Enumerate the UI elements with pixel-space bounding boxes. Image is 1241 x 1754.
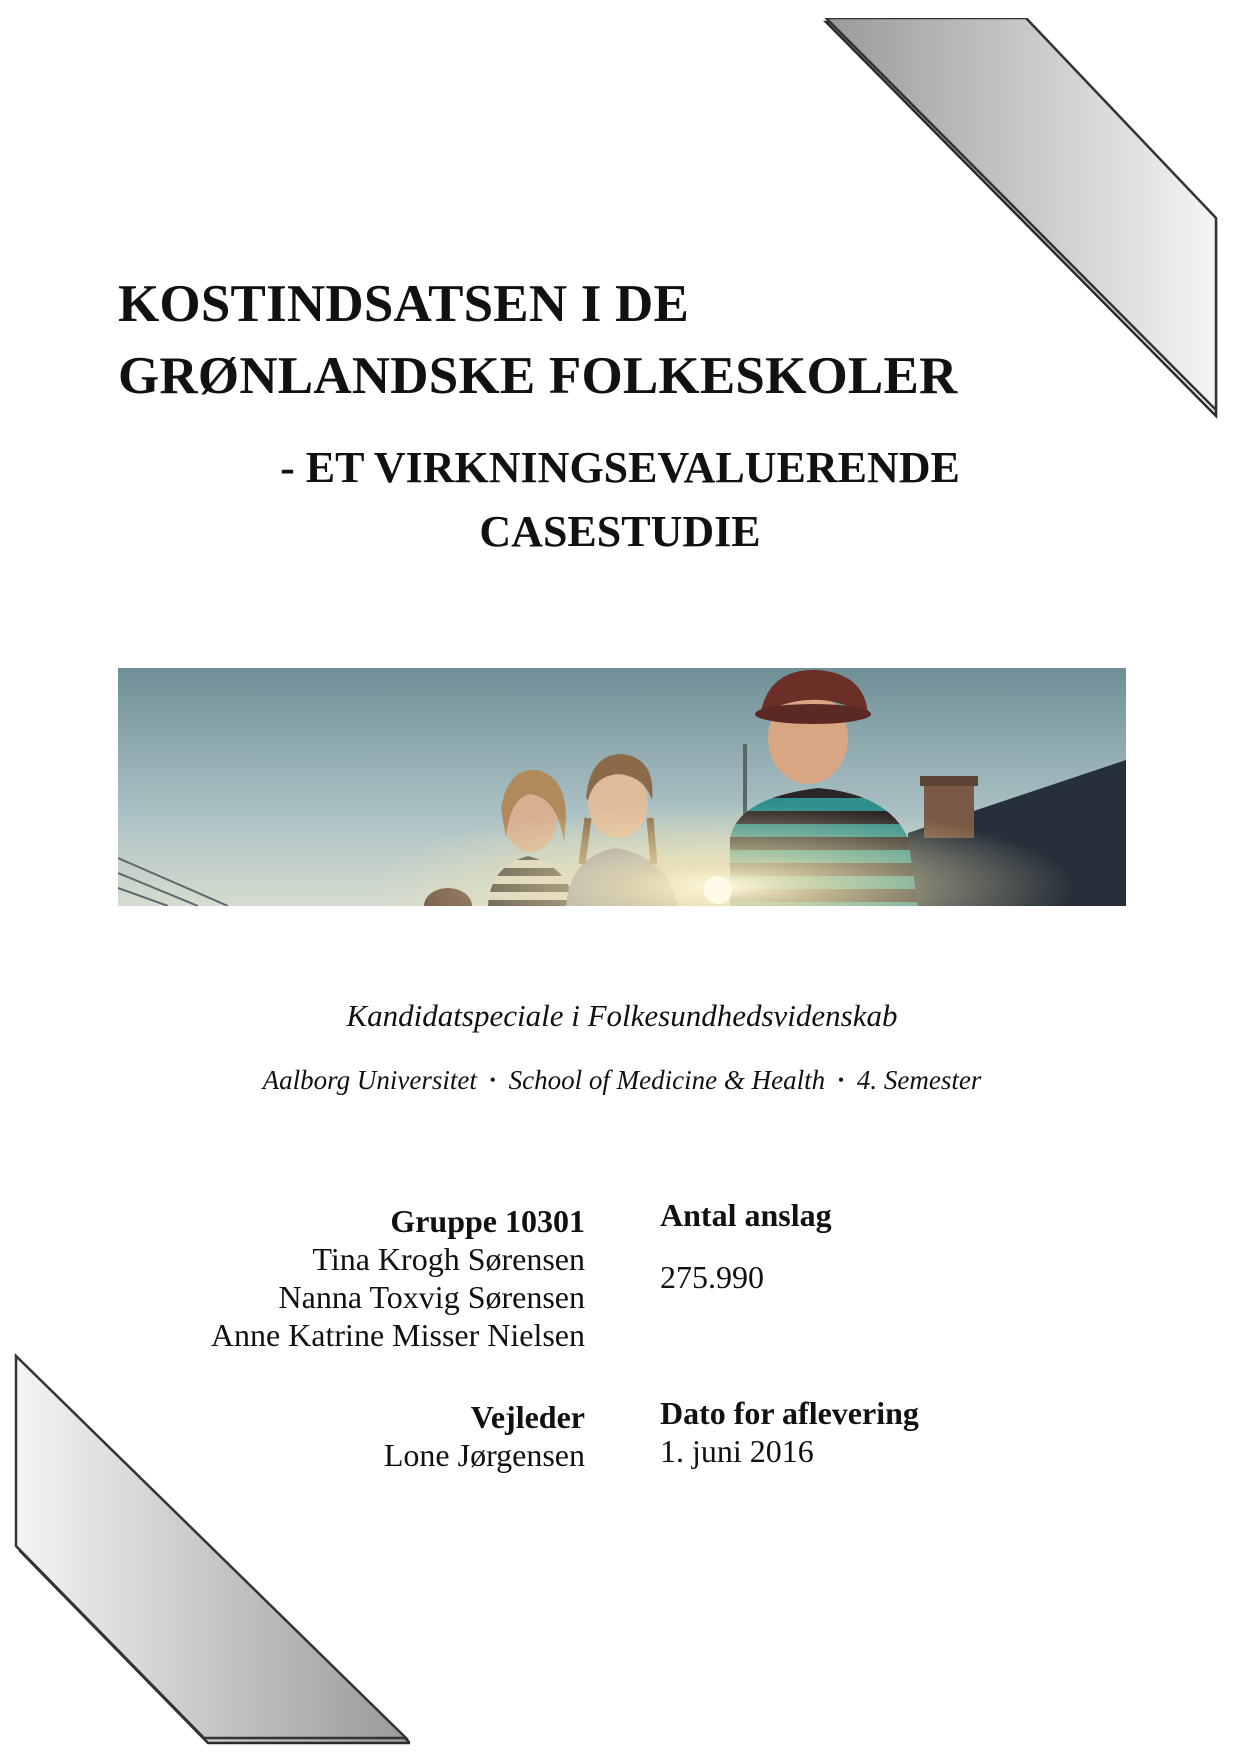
institution-school: School of Medicine & Health [508,1065,826,1095]
submission-block [660,1394,919,1470]
character-count-heading: Antal anslag [660,1197,832,1233]
group-member: Nanna Toxvig Sørensen [278,1279,585,1315]
title-line-1: KOSTINDSATSEN I DE [118,275,690,333]
group-member: Anne Katrine Misser Nielsen [210,1317,585,1353]
supervisor-block [384,1398,585,1474]
institution-semester: 4. Semester [856,1065,982,1095]
institution-line [118,1062,1126,1098]
character-count-block [660,1196,832,1296]
supervisor-name: Lone Jørgensen [383,1437,585,1473]
bullet-separator: • [489,1070,496,1090]
group-block [211,1202,585,1354]
title-line-2: GRØNLANDSKE FOLKESKOLER [118,347,958,405]
specialisation-line: Kandidatspeciale i Folkesundhedsvidenskab [346,998,898,1033]
institution-university: Aalborg Universitet [262,1065,477,1095]
document-subtitle [118,436,1122,564]
supervisor-heading: Vejleder [470,1399,585,1435]
group-member: Tina Krogh Sørensen [312,1241,585,1277]
subtitle-line-2: CASESTUDIE [479,507,761,556]
group-heading: Gruppe 10301 [390,1203,585,1239]
bullet-separator: • [837,1070,845,1090]
character-count-value: 275.990 [660,1259,764,1295]
submission-date: 1. juni 2016 [660,1433,814,1469]
cover-photo [118,668,1126,906]
submission-heading: Dato for aflevering [660,1395,919,1431]
subtitle-line-1: - ET VIRKNINGSEVALUERENDE [280,443,960,492]
corner-ribbon-bottom-left [10,1348,410,1748]
document-title [118,268,958,412]
